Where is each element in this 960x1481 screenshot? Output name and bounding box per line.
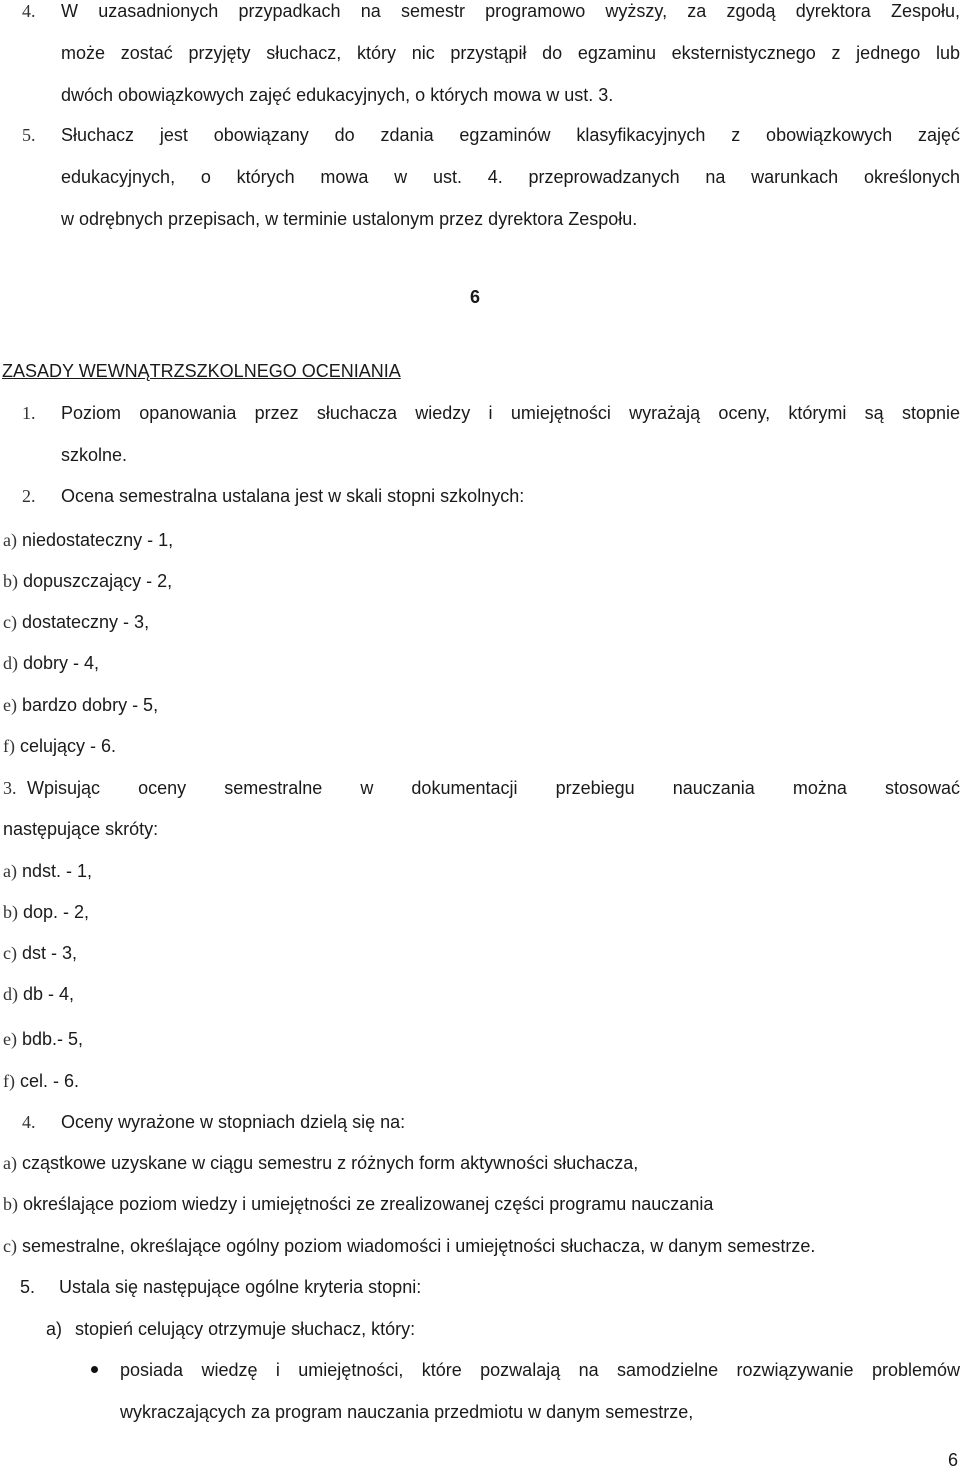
point-1-line-2: szkolne. [61, 445, 128, 465]
point-2-text: Ocena semestralna ustalana jest w skali stopni szkolnych: [61, 486, 525, 506]
list-item: f) celujący - 6. [3, 736, 117, 756]
point-5-text: Ustala się następujące ogólne kryteria stopni: [59, 1277, 422, 1297]
point-5-number: 5. [20, 1277, 36, 1297]
list-item: e) bardzo dobry - 5, [3, 695, 159, 715]
list-item: b) określające poziom wiedzy i umiejętności ze zrealizowanej części programu nauczania [3, 1194, 714, 1214]
list-item: c) dst - 3, [3, 943, 78, 963]
point-5-subitem-text: stopień celujący otrzymuje słuchacz, który: [75, 1319, 416, 1339]
point-5-subitem-marker: a) [46, 1319, 63, 1339]
section-paragraph-number: 6 [470, 287, 481, 307]
item-5-line-1: Słuchacz jest obowiązany do zdania egzaminów klasyfikacyjnych z obowiązkowych zajęć [61, 125, 960, 145]
list-item: a) cząstkowe uzyskane w ciągu semestru z różnych form aktywności słuchacza, [3, 1153, 639, 1173]
section-title: ZASADY WEWNĄTRZSZKOLNEGO OCENIANIA [2, 361, 401, 381]
item-4-line-1: W uzasadnionych przypadkach na semestr programowo wyższy, za zgodą dyrektora Zespołu, [61, 1, 960, 21]
point-4-text: Oceny wyrażone w stopniach dzielą się na: [61, 1112, 406, 1132]
item-4-number: 4. [22, 1, 36, 21]
bullet-line-2: wykraczających za program nauczania przedmiotu w danym semestrze, [120, 1402, 694, 1422]
list-item: a) niedostateczny - 1, [3, 530, 174, 550]
list-item: b) dop. - 2, [3, 902, 90, 922]
item-5-line-3: w odrębnych przepisach, w terminie ustalonym przez dyrektora Zespołu. [61, 209, 638, 229]
list-item: c) dostateczny - 3, [3, 612, 150, 632]
list-item: f) cel. - 6. [3, 1071, 80, 1091]
list-item: d) db - 4, [3, 984, 75, 1004]
point-3-number: 3. [3, 778, 17, 798]
point-3-line-1: Wpisując oceny semestralne w dokumentacji przebiegu nauczania można stosować [27, 778, 960, 798]
item-4-line-2: może zostać przyjęty słuchacz, który nic przystąpił do egzaminu eksternistycznego z jednego lub [61, 43, 960, 63]
list-item: d) dobry - 4, [3, 653, 100, 673]
point-2-number: 2. [22, 486, 36, 506]
bullet-icon [91, 1366, 98, 1373]
page-number: 6 [947, 1450, 958, 1470]
list-item: a) ndst. - 1, [3, 861, 93, 881]
point-1-number: 1. [22, 403, 36, 423]
list-item: e) bdb.- 5, [3, 1029, 84, 1049]
list-item: c) semestralne, określające ogólny poziom wiadomości i umiejętności słuchacza, w danym semestrze. [3, 1236, 816, 1256]
item-5-number: 5. [22, 125, 36, 145]
item-5-line-2: edukacyjnych, o których mowa w ust. 4. przeprowadzanych na warunkach określonych [61, 167, 960, 187]
point-3-line-2: następujące skróty: [3, 819, 159, 839]
list-item: b) dopuszczający - 2, [3, 571, 173, 591]
point-1-line-1: Poziom opanowania przez słuchacza wiedzy i umiejętności wyrażają oceny, którymi są stopnie [61, 403, 960, 423]
point-4-number: 4. [22, 1112, 36, 1132]
item-4-line-3: dwóch obowiązkowych zajęć edukacyjnych, o których mowa w ust. 3. [61, 85, 614, 105]
bullet-line-1: posiada wiedzę i umiejętności, które pozwalają na samodzielne rozwiązywanie problemów [120, 1360, 960, 1380]
